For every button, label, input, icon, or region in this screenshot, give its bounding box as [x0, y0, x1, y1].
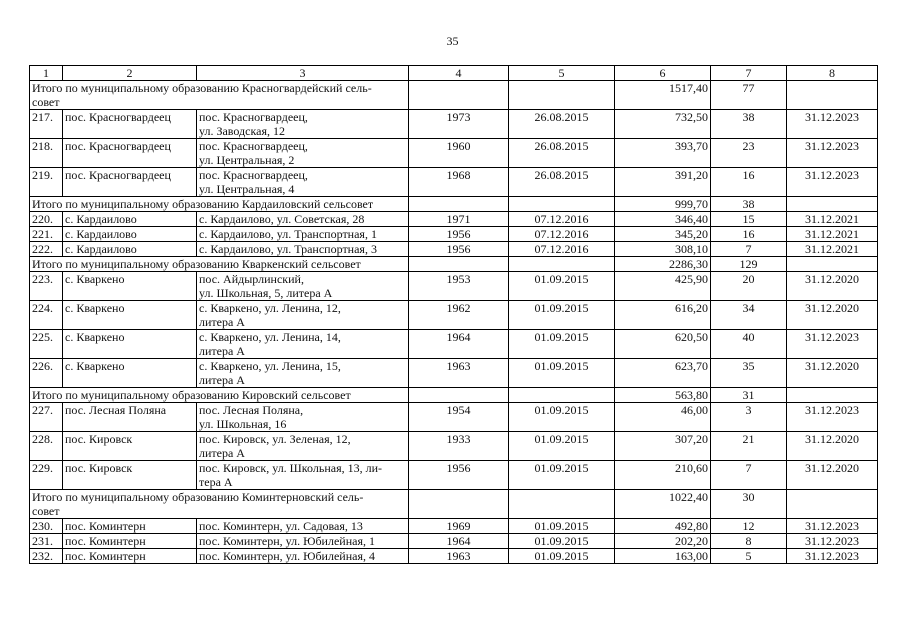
count-cell: 7 [711, 461, 787, 490]
cell-line: ул. Школьная, 16 [199, 417, 287, 431]
deadline-cell: 31.12.2023 [787, 549, 878, 564]
subtotal-row [30, 388, 878, 403]
table-row [30, 227, 878, 242]
deadline-cell: 31.12.2023 [787, 330, 878, 359]
address-cell [197, 403, 409, 432]
count-cell: 15 [711, 212, 787, 227]
address-cell [197, 139, 409, 168]
area-cell: 616,20 [615, 301, 711, 330]
year-cell: 1971 [409, 212, 509, 227]
area-cell: 345,20 [615, 227, 711, 242]
address-cell [197, 534, 409, 549]
header-cell: 5 [509, 66, 615, 81]
row-number: 231. [30, 534, 63, 549]
date-cell: 01.09.2015 [509, 432, 615, 461]
subtotal-count: 77 [711, 81, 787, 110]
row-number: 225. [30, 330, 63, 359]
row-number: 227. [30, 403, 63, 432]
empty-cell [509, 197, 615, 212]
cell-line: ул. Центральная, 4 [199, 182, 295, 196]
header-cell: 6 [615, 66, 711, 81]
empty-cell [787, 388, 878, 403]
empty-cell [787, 81, 878, 110]
cell-line: с. Кваркено, ул. Ленина, 12, [199, 301, 341, 315]
address-cell [197, 227, 409, 242]
table-body [30, 66, 878, 564]
year-cell: 1956 [409, 461, 509, 490]
deadline-cell: 31.12.2020 [787, 301, 878, 330]
count-cell: 35 [711, 359, 787, 388]
settlement-cell: с. Кваркено [63, 301, 197, 330]
cell-line: Итого по муниципальному образованию Кировский сельсовет [32, 388, 351, 402]
area-cell: 391,20 [615, 168, 711, 197]
row-number: 228. [30, 432, 63, 461]
cell-line: тера А [199, 475, 233, 489]
year-cell: 1964 [409, 330, 509, 359]
table-row [30, 519, 878, 534]
date-cell: 07.12.2016 [509, 227, 615, 242]
cell-line: литера А [199, 373, 245, 387]
year-cell: 1964 [409, 534, 509, 549]
date-cell: 26.08.2015 [509, 139, 615, 168]
year-cell: 1973 [409, 110, 509, 139]
year-cell: 1960 [409, 139, 509, 168]
deadline-cell: 31.12.2020 [787, 272, 878, 301]
row-number: 220. [30, 212, 63, 227]
date-cell: 01.09.2015 [509, 301, 615, 330]
date-cell: 01.09.2015 [509, 461, 615, 490]
deadline-cell: 31.12.2021 [787, 212, 878, 227]
year-cell: 1953 [409, 272, 509, 301]
deadline-cell: 31.12.2020 [787, 432, 878, 461]
deadline-cell: 31.12.2023 [787, 168, 878, 197]
address-cell [197, 242, 409, 257]
cell-line: пос. Коминтерн, ул. Юбилейная, 4 [199, 549, 375, 563]
settlement-cell: пос. Красногвардеец [63, 139, 197, 168]
date-cell: 01.09.2015 [509, 403, 615, 432]
row-number: 223. [30, 272, 63, 301]
deadline-cell: 31.12.2020 [787, 359, 878, 388]
address-cell [197, 359, 409, 388]
cell-line: пос. Кировск, ул. Школьная, 13, ли- [199, 461, 382, 475]
address-cell [197, 110, 409, 139]
year-cell: 1968 [409, 168, 509, 197]
settlement-cell: пос. Кировск [63, 461, 197, 490]
settlement-cell: пос. Коминтерн [63, 519, 197, 534]
cell-line: с. Кардаилово, ул. Советская, 28 [199, 212, 365, 226]
settlement-cell: пос. Коминтерн [63, 549, 197, 564]
table-row [30, 432, 878, 461]
year-cell: 1962 [409, 301, 509, 330]
cell-line: пос. Кировск, ул. Зеленая, 12, [199, 432, 351, 446]
table-row [30, 110, 878, 139]
year-cell: 1956 [409, 242, 509, 257]
count-cell: 8 [711, 534, 787, 549]
empty-cell [787, 257, 878, 272]
row-number: 222. [30, 242, 63, 257]
area-cell: 346,40 [615, 212, 711, 227]
cell-line: пос. Коминтерн, ул. Садовая, 13 [199, 519, 363, 533]
area-cell: 46,00 [615, 403, 711, 432]
count-cell: 7 [711, 242, 787, 257]
empty-cell [409, 490, 509, 519]
settlement-cell: с. Кардаилово [63, 242, 197, 257]
cell-line: пос. Коминтерн, ул. Юбилейная, 1 [199, 534, 375, 548]
row-number: 224. [30, 301, 63, 330]
area-cell: 425,90 [615, 272, 711, 301]
subtotal-row [30, 490, 878, 519]
area-cell: 210,60 [615, 461, 711, 490]
cell-line: Итого по муниципальному образованию Кваркенский сельсовет [32, 257, 361, 271]
address-cell [197, 519, 409, 534]
subtotal-label [30, 388, 409, 403]
cell-line: пос. Красногвардеец, [199, 110, 308, 124]
table-row [30, 359, 878, 388]
cell-line: пос. Айдырлинский, [199, 272, 304, 286]
settlement-cell: пос. Кировск [63, 432, 197, 461]
year-cell: 1954 [409, 403, 509, 432]
area-cell: 163,00 [615, 549, 711, 564]
subtotal-row [30, 81, 878, 110]
cell-line: ул. Центральная, 2 [199, 153, 295, 167]
table-row [30, 301, 878, 330]
row-number: 221. [30, 227, 63, 242]
address-cell [197, 168, 409, 197]
year-cell: 1969 [409, 519, 509, 534]
subtotal-area: 2286,30 [615, 257, 711, 272]
subtotal-label [30, 81, 409, 110]
cell-line: Итого по муниципальному образованию Кардаиловский сельсовет [32, 197, 374, 211]
settlement-cell: пос. Коминтерн [63, 534, 197, 549]
settlement-cell: с. Кваркено [63, 272, 197, 301]
settlement-cell: с. Кваркено [63, 359, 197, 388]
deadline-cell: 31.12.2023 [787, 403, 878, 432]
count-cell: 16 [711, 168, 787, 197]
header-cell: 2 [63, 66, 197, 81]
date-cell: 01.09.2015 [509, 534, 615, 549]
header-cell: 3 [197, 66, 409, 81]
count-cell: 3 [711, 403, 787, 432]
cell-line: ул. Заводская, 12 [199, 124, 285, 138]
area-cell: 492,80 [615, 519, 711, 534]
count-cell: 34 [711, 301, 787, 330]
table-row [30, 403, 878, 432]
cell-line: с. Кваркено, ул. Ленина, 15, [199, 359, 341, 373]
subtotal-label [30, 257, 409, 272]
area-cell: 307,20 [615, 432, 711, 461]
table-row [30, 272, 878, 301]
count-cell: 5 [711, 549, 787, 564]
header-cell: 4 [409, 66, 509, 81]
subtotal-label [30, 490, 409, 519]
subtotal-count: 129 [711, 257, 787, 272]
area-cell: 308,10 [615, 242, 711, 257]
empty-cell [787, 490, 878, 519]
count-cell: 21 [711, 432, 787, 461]
table-row [30, 534, 878, 549]
deadline-cell: 31.12.2023 [787, 519, 878, 534]
row-number: 226. [30, 359, 63, 388]
settlement-cell: с. Кваркено [63, 330, 197, 359]
header-cell: 1 [30, 66, 63, 81]
page-number: 35 [446, 34, 459, 48]
subtotal-area: 563,80 [615, 388, 711, 403]
table-row [30, 461, 878, 490]
date-cell: 01.09.2015 [509, 549, 615, 564]
cell-line: пос. Красногвардеец, [199, 168, 308, 182]
address-cell [197, 549, 409, 564]
subtotal-count: 31 [711, 388, 787, 403]
count-cell: 40 [711, 330, 787, 359]
cell-line: пос. Лесная Поляна, [199, 403, 304, 417]
table-row [30, 139, 878, 168]
header-cell: 7 [711, 66, 787, 81]
empty-cell [409, 81, 509, 110]
area-cell: 202,20 [615, 534, 711, 549]
empty-cell [409, 388, 509, 403]
subtotal-row [30, 257, 878, 272]
empty-cell [509, 257, 615, 272]
date-cell: 01.09.2015 [509, 330, 615, 359]
row-number: 230. [30, 519, 63, 534]
area-cell: 623,70 [615, 359, 711, 388]
count-cell: 12 [711, 519, 787, 534]
subtotal-area: 1517,40 [615, 81, 711, 110]
table-row [30, 549, 878, 564]
area-cell: 732,50 [615, 110, 711, 139]
header-cell: 8 [787, 66, 878, 81]
date-cell: 26.08.2015 [509, 168, 615, 197]
empty-cell [409, 197, 509, 212]
address-cell [197, 461, 409, 490]
settlement-cell: с. Кардаилово [63, 227, 197, 242]
area-cell: 393,70 [615, 139, 711, 168]
cell-line: с. Кваркено, ул. Ленина, 14, [199, 330, 341, 344]
cell-line: Итого по муниципальному образованию Красногвардейский сель- [32, 81, 372, 95]
address-cell [197, 212, 409, 227]
row-number: 218. [30, 139, 63, 168]
count-cell: 16 [711, 227, 787, 242]
date-cell: 07.12.2016 [509, 242, 615, 257]
cell-line: совет [32, 95, 60, 109]
cell-line: литера А [199, 446, 245, 460]
table-header-row [30, 66, 878, 81]
count-cell: 20 [711, 272, 787, 301]
subtotal-count: 38 [711, 197, 787, 212]
subtotal-row [30, 197, 878, 212]
cell-line: литера А [199, 315, 245, 329]
cell-line: совет [32, 504, 60, 518]
row-number: 219. [30, 168, 63, 197]
date-cell: 01.09.2015 [509, 272, 615, 301]
settlement-cell: пос. Лесная Поляна [63, 403, 197, 432]
deadline-cell: 31.12.2023 [787, 139, 878, 168]
settlement-cell: пос. Красногвардеец [63, 168, 197, 197]
address-cell [197, 272, 409, 301]
area-cell: 620,50 [615, 330, 711, 359]
empty-cell [787, 197, 878, 212]
empty-cell [409, 257, 509, 272]
cell-line: ул. Школьная, 5, литера А [199, 286, 333, 300]
deadline-cell: 31.12.2020 [787, 461, 878, 490]
count-cell: 23 [711, 139, 787, 168]
year-cell: 1933 [409, 432, 509, 461]
date-cell: 01.09.2015 [509, 519, 615, 534]
deadline-cell: 31.12.2023 [787, 534, 878, 549]
row-number: 229. [30, 461, 63, 490]
year-cell: 1956 [409, 227, 509, 242]
address-cell [197, 330, 409, 359]
date-cell: 26.08.2015 [509, 110, 615, 139]
address-cell [197, 301, 409, 330]
table-row [30, 212, 878, 227]
empty-cell [509, 490, 615, 519]
cell-line: с. Кардаилово, ул. Транспортная, 1 [199, 227, 377, 241]
subtotal-area: 999,70 [615, 197, 711, 212]
empty-cell [509, 388, 615, 403]
subtotal-count: 30 [711, 490, 787, 519]
register-table [29, 65, 878, 564]
count-cell: 38 [711, 110, 787, 139]
cell-line: пос. Красногвардеец, [199, 139, 308, 153]
empty-cell [509, 81, 615, 110]
settlement-cell: пос. Красногвардеец [63, 110, 197, 139]
date-cell: 07.12.2016 [509, 212, 615, 227]
table-row [30, 242, 878, 257]
settlement-cell: с. Кардаилово [63, 212, 197, 227]
address-cell [197, 432, 409, 461]
deadline-cell: 31.12.2021 [787, 227, 878, 242]
table-row [30, 330, 878, 359]
row-number: 217. [30, 110, 63, 139]
cell-line: литера А [199, 344, 245, 358]
year-cell: 1963 [409, 549, 509, 564]
date-cell: 01.09.2015 [509, 359, 615, 388]
table-row [30, 168, 878, 197]
subtotal-label [30, 197, 409, 212]
cell-line: с. Кардаилово, ул. Транспортная, 3 [199, 242, 377, 256]
deadline-cell: 31.12.2021 [787, 242, 878, 257]
subtotal-area: 1022,40 [615, 490, 711, 519]
year-cell: 1963 [409, 359, 509, 388]
deadline-cell: 31.12.2023 [787, 110, 878, 139]
row-number: 232. [30, 549, 63, 564]
cell-line: Итого по муниципальному образованию Коминтерновский сель- [32, 490, 364, 504]
